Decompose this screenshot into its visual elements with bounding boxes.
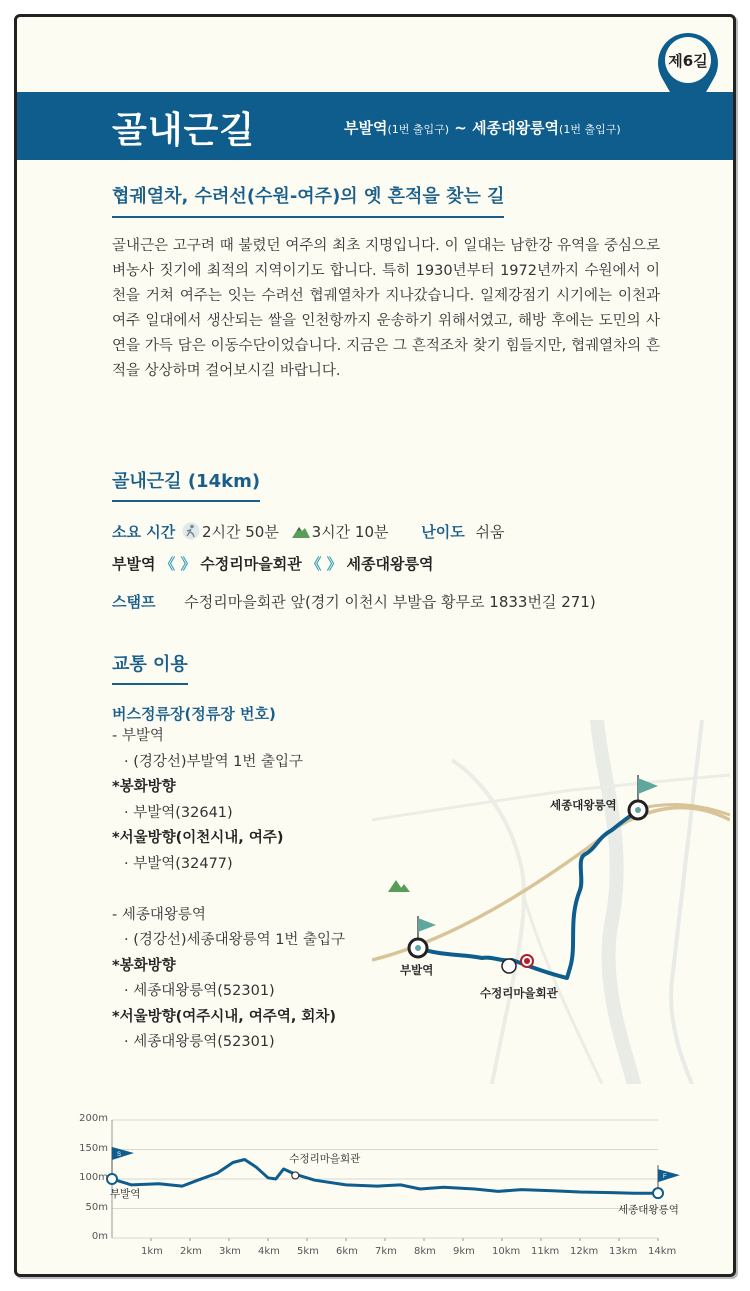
y-tick-label: 50m <box>85 1201 108 1213</box>
walker-icon <box>182 522 200 540</box>
x-tick-label: 12km <box>570 1246 599 1257</box>
route-row <box>112 553 433 574</box>
start-marker <box>107 1174 117 1184</box>
bus-stop-item: · 부발역(32477) <box>124 855 233 872</box>
route-map <box>372 720 730 1084</box>
course-title: 골내근길 <box>112 110 256 151</box>
stamp-label: 스탬프 <box>112 593 156 611</box>
x-tick-label: 13km <box>609 1246 638 1257</box>
y-tick-label: 100m <box>79 1172 108 1183</box>
map-label-mid: 수정리마을회관 <box>480 986 558 1000</box>
profile-label-start: 부발역 <box>110 1188 141 1200</box>
course-number-badge: 제6길 <box>668 52 708 70</box>
difficulty-label: 난이도 <box>421 523 465 541</box>
profile-label-end: 세종대왕릉역 <box>618 1204 679 1217</box>
elevation-chart <box>70 1108 710 1258</box>
stamp-location: 수정리마을회관 앞(경기 이천시 부발읍 황무로 1833번길 271) <box>184 593 596 611</box>
stamp-row <box>112 591 596 612</box>
bus-stop-heading: 버스정류장(정류장 번호) <box>112 705 276 723</box>
start-flag-icon <box>112 1147 134 1160</box>
x-tick-label: 14km <box>648 1246 677 1257</box>
bus-stop-item: · (경강선)세종대왕릉역 1번 출입구 <box>124 932 346 948</box>
difficulty-value: 쉬움 <box>475 523 505 541</box>
mid-marker <box>292 1172 299 1179</box>
y-tick-label: 200m <box>79 1113 108 1124</box>
bus-direction: *봉화방향 <box>112 779 176 795</box>
route-stop: 부발역 <box>112 555 156 573</box>
x-tick-label: 3km <box>219 1246 241 1257</box>
route-stop: 수정리마을회관 <box>200 555 302 573</box>
end-flag-letter: F <box>663 1174 667 1181</box>
elevation-profile <box>70 1108 710 1258</box>
bus-stop-item: · 세종대왕릉역(52301) <box>124 983 275 999</box>
x-tick-label: 1km <box>141 1246 163 1257</box>
bus-stop-list <box>112 724 345 1056</box>
route-arrow: 《 》 <box>160 555 196 573</box>
route-arrow: 《 》 <box>306 555 342 573</box>
x-tick-label: 4km <box>258 1246 280 1257</box>
map-label-start: 부발역 <box>400 963 434 977</box>
profile-label-mid: 수정리마을회관 <box>289 1153 361 1166</box>
bus-stop-item: · 세종대왕릉역(52301) <box>124 1034 275 1050</box>
map-label-end: 세종대왕릉역 <box>550 798 617 812</box>
bus-list-spacer <box>112 877 345 903</box>
course-subtitle: 협궤열차, 수려선(수원-여주)의 옛 흔적을 찾는 길 <box>112 182 504 218</box>
bus-stop-item: · (경강선)부발역 1번 출입구 <box>124 753 304 770</box>
x-tick-label: 6km <box>336 1246 358 1257</box>
route-stop: 세종대왕릉역 <box>346 555 434 573</box>
bus-direction: *서울방향(이천시내, 여주) <box>112 830 284 846</box>
mountain-icon <box>292 522 310 540</box>
bus-direction: *봉화방향 <box>112 957 176 974</box>
y-tick-label: 150m <box>79 1142 108 1154</box>
duration-label: 소요 시간 <box>112 523 176 541</box>
duration-row: 소요 시간 2시간 50분 3시간 10분 난이도 쉬움 <box>112 523 505 541</box>
start-flag-letter: S <box>117 1152 122 1158</box>
x-tick-label: 7km <box>375 1246 397 1257</box>
transport-section-title: 교통 이용 <box>112 650 188 685</box>
y-tick-label: 0m <box>91 1231 108 1242</box>
bus-station: - 세종대왕릉역 <box>112 906 206 923</box>
end-flag-icon <box>658 1169 680 1182</box>
bus-stop-item: · 부발역(32641) <box>124 804 233 821</box>
elevation-line <box>112 1160 658 1194</box>
location-pin-icon <box>652 26 724 126</box>
x-tick-label: 2km <box>180 1246 202 1257</box>
x-tick-label: 9km <box>453 1246 475 1257</box>
course-description: 골내근은 고구려 때 불렸던 여주의 최초 지명입니다. 이 일대는 남한강 유역을 중심으로 벼농사 짓기에 최적의 지역이기도 합니다. 특히 1930년부터 1972년까지 수원에서 이천을 거쳐 여주는 잇는 수려선 협궤열차가 지나갔습니다. 일제강점기 시기에는 이천과 여주 일대에서 생산되는 쌀을 인천항까지 운송하기 위해서였고, 해방 후에는 도민의 사연을 가득 담은 이동수단이었습니다. 지금은 그 흔적조차 찾기 힘들지만, 협궤열차의 흔적을 상상하며 걸어보시길 바랍니다. <box>112 238 660 379</box>
x-tick-label: 8km <box>414 1246 436 1257</box>
bus-station: - 부발역 <box>112 728 164 744</box>
x-tick-label: 10km <box>492 1246 521 1257</box>
route-map-graphic <box>372 720 730 1084</box>
x-tick-label: 11km <box>531 1246 560 1257</box>
x-tick-label: 5km <box>297 1246 319 1257</box>
course-section-title: 골내근길 (14km) <box>112 467 260 502</box>
end-marker <box>653 1188 663 1198</box>
course-route-summary: 부발역(1번 출입구) ~ 세종대왕릉역(1번 출입구) <box>344 119 621 137</box>
bus-direction: *서울방향(여주시내, 여주역, 회차) <box>112 1008 337 1025</box>
